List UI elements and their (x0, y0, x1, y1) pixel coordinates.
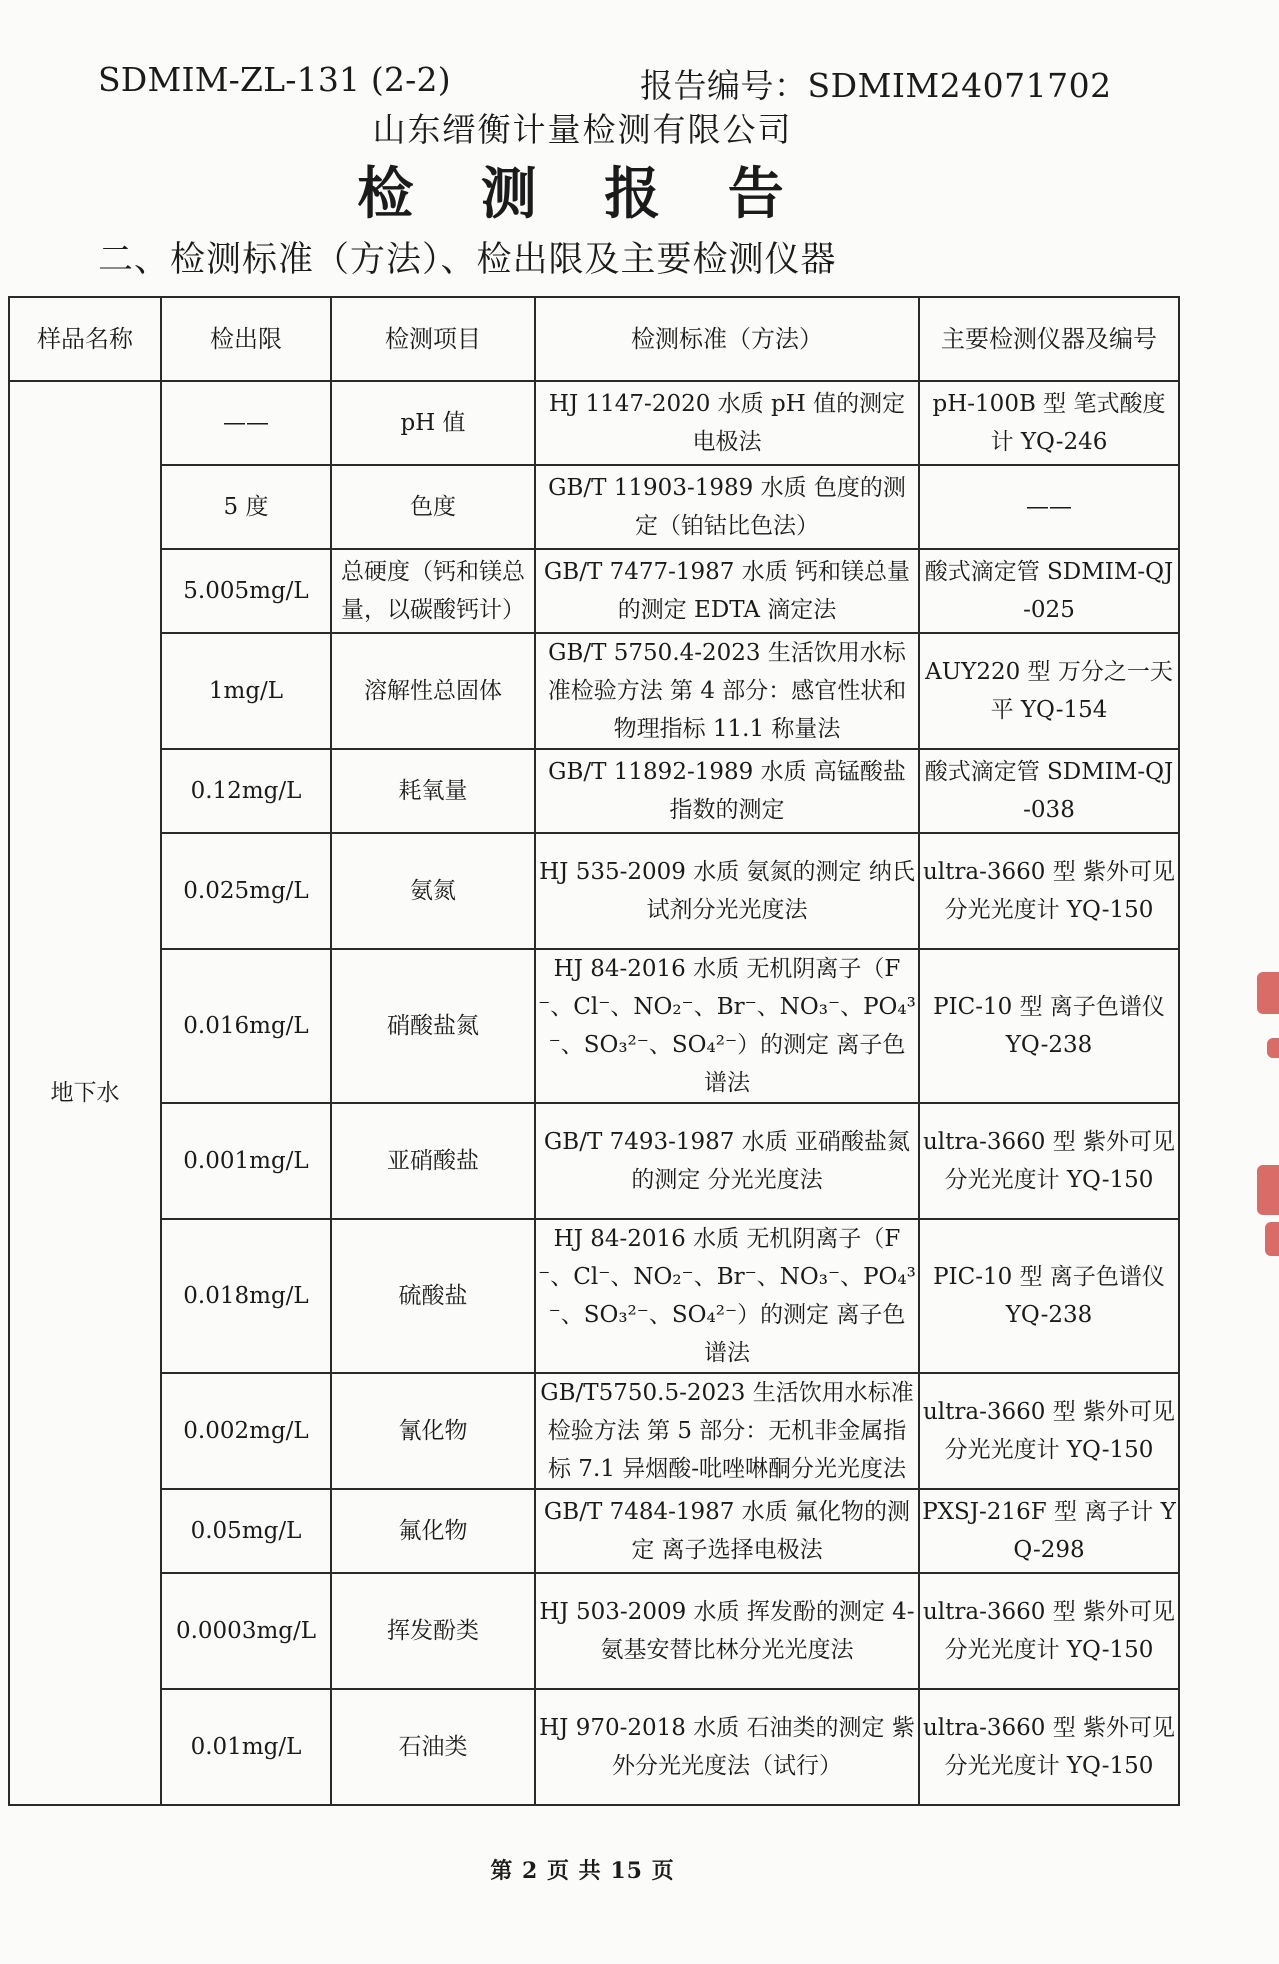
instrument-cell: 酸式滴定管 SDMIM-QJ-025 (919, 549, 1179, 633)
item-cell: 氨氮 (331, 833, 535, 949)
limit-cell: 0.0003mg/L (161, 1573, 331, 1689)
col-header-limit: 检出限 (161, 297, 331, 381)
table-row (9, 633, 1179, 749)
standard-cell: HJ 84-2016 水质 无机阴离子（F⁻、Cl⁻、NO₂⁻、Br⁻、NO₃⁻、PO₄³⁻、SO₃²⁻、SO₄²⁻）的测定 离子色谱法 (535, 1219, 919, 1373)
section-heading: 二、检测标准（方法）、检出限及主要检测仪器 (98, 240, 837, 280)
instrument-cell: PIC-10 型 离子色谱仪 YQ-238 (919, 1219, 1179, 1373)
table-header-row (9, 297, 1179, 381)
limit-cell: 0.025mg/L (161, 833, 331, 949)
form-code: SDMIM-ZL-131 (2-2) (98, 60, 451, 99)
table-row (9, 549, 1179, 633)
instrument-cell: —— (919, 465, 1179, 549)
item-cell: 氰化物 (331, 1373, 535, 1489)
table-row (9, 1219, 1179, 1373)
instrument-cell: ultra-3660 型 紫外可见分光光度计 YQ-150 (919, 833, 1179, 949)
item-cell: 色度 (331, 465, 535, 549)
table-row (9, 1489, 1179, 1573)
col-header-standard: 检测标准（方法） (535, 297, 919, 381)
limit-cell: —— (161, 381, 331, 465)
standard-cell: GB/T 11903-1989 水质 色度的测定（铂钴比色法） (535, 465, 919, 549)
standard-cell: HJ 503-2009 水质 挥发酚的测定 4-氨基安替比林分光光度法 (535, 1573, 919, 1689)
table-row (9, 833, 1179, 949)
seal-fragment-mark (1267, 1038, 1279, 1058)
table-row (9, 1689, 1179, 1805)
table-row (9, 1573, 1179, 1689)
table-row (9, 749, 1179, 833)
item-cell: 挥发酚类 (331, 1573, 535, 1689)
limit-cell: 5 度 (161, 465, 331, 549)
item-cell: 硫酸盐 (331, 1219, 535, 1373)
seal-fragment-mark (1265, 1222, 1279, 1256)
standard-cell: HJ 84-2016 水质 无机阴离子（F⁻、Cl⁻、NO₂⁻、Br⁻、NO₃⁻、PO₄³⁻、SO₃²⁻、SO₄²⁻）的测定 离子色谱法 (535, 949, 919, 1103)
methods-table (8, 296, 1180, 1806)
col-header-item: 检测项目 (331, 297, 535, 381)
item-cell: pH 值 (331, 381, 535, 465)
instrument-cell: AUY220 型 万分之一天平 YQ-154 (919, 633, 1179, 749)
page-number: 第 2 页 共 15 页 (490, 1858, 675, 1884)
table-row (9, 1103, 1179, 1219)
limit-cell: 1mg/L (161, 633, 331, 749)
instrument-cell: pH-100B 型 笔式酸度计 YQ-246 (919, 381, 1179, 465)
item-cell: 石油类 (331, 1689, 535, 1805)
col-header-sample: 样品名称 (9, 297, 161, 381)
item-cell: 亚硝酸盐 (331, 1103, 535, 1219)
standard-cell: GB/T 11892-1989 水质 高锰酸盐指数的测定 (535, 749, 919, 833)
limit-cell: 0.016mg/L (161, 949, 331, 1103)
item-cell: 硝酸盐氮 (331, 949, 535, 1103)
item-cell: 氟化物 (331, 1489, 535, 1573)
table-row (9, 949, 1179, 1103)
standard-cell: GB/T 7477-1987 水质 钙和镁总量的测定 EDTA 滴定法 (535, 549, 919, 633)
standard-cell: HJ 535-2009 水质 氨氮的测定 纳氏试剂分光光度法 (535, 833, 919, 949)
item-cell: 溶解性总固体 (331, 633, 535, 749)
limit-cell: 0.018mg/L (161, 1219, 331, 1373)
instrument-cell: PXSJ-216F 型 离子计 YQ-298 (919, 1489, 1179, 1573)
limit-cell: 5.005mg/L (161, 549, 331, 633)
seal-fragment-mark (1257, 972, 1279, 1014)
company-name: 山东缙衡计量检测有限公司 (372, 110, 793, 149)
table-row (9, 1373, 1179, 1489)
limit-cell: 0.01mg/L (161, 1689, 331, 1805)
col-header-instrument: 主要检测仪器及编号 (919, 297, 1179, 381)
table-row (9, 465, 1179, 549)
standard-cell: GB/T 7484-1987 水质 氟化物的测定 离子选择电极法 (535, 1489, 919, 1573)
table-row (9, 381, 1179, 465)
instrument-cell: PIC-10 型 离子色谱仪 YQ-238 (919, 949, 1179, 1103)
limit-cell: 0.002mg/L (161, 1373, 331, 1489)
instrument-cell: ultra-3660 型 紫外可见分光光度计 YQ-150 (919, 1103, 1179, 1219)
sample-name-cell: 地下水 (9, 381, 161, 1805)
page-title: 检 测 报 告 (357, 161, 808, 227)
report-number: 报告编号：SDMIM24071702 (640, 66, 1112, 105)
instrument-cell: ultra-3660 型 紫外可见分光光度计 YQ-150 (919, 1689, 1179, 1805)
limit-cell: 0.001mg/L (161, 1103, 331, 1219)
standard-cell: HJ 970-2018 水质 石油类的测定 紫外分光光度法（试行） (535, 1689, 919, 1805)
instrument-cell: ultra-3660 型 紫外可见分光光度计 YQ-150 (919, 1373, 1179, 1489)
limit-cell: 0.05mg/L (161, 1489, 331, 1573)
instrument-cell: ultra-3660 型 紫外可见分光光度计 YQ-150 (919, 1573, 1179, 1689)
instrument-cell: 酸式滴定管 SDMIM-QJ-038 (919, 749, 1179, 833)
item-cell: 总硬度（钙和镁总量，以碳酸钙计） (331, 549, 535, 633)
limit-cell: 0.12mg/L (161, 749, 331, 833)
item-cell: 耗氧量 (331, 749, 535, 833)
standard-cell: GB/T 7493-1987 水质 亚硝酸盐氮的测定 分光光度法 (535, 1103, 919, 1219)
standard-cell: GB/T5750.5-2023 生活饮用水标准检验方法 第 5 部分：无机非金属指标 7.1 异烟酸-吡唑啉酮分光光度法 (535, 1373, 919, 1489)
seal-fragment-mark (1257, 1165, 1279, 1215)
standard-cell: HJ 1147-2020 水质 pH 值的测定 电极法 (535, 381, 919, 465)
standard-cell: GB/T 5750.4-2023 生活饮用水标准检验方法 第 4 部分：感官性状和物理指标 11.1 称量法 (535, 633, 919, 749)
